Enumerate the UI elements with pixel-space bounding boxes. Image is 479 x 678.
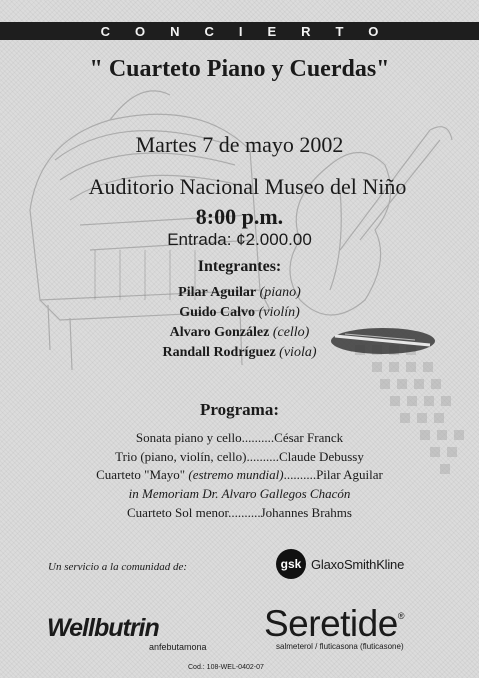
member-alvaro-gonzalez <box>0 325 479 341</box>
wellbutrin-part-a: Well <box>47 614 94 642</box>
member-name: Pilar Aguilar <box>178 285 257 300</box>
seretide-subtitle: salmeterol / fluticasona (fluticasone) <box>276 642 404 651</box>
dedication-text: in Memoriam Dr. Alvaro Gallegos Chacón <box>128 486 351 501</box>
gsk-logo <box>276 549 404 579</box>
concert-title: " Cuarteto Piano y Cuerdas" <box>89 56 390 82</box>
service-text: Un servicio a la comunidad de: <box>48 561 187 573</box>
program-note: (estremo mundial) <box>188 467 284 482</box>
program-composer: Pilar Aguilar <box>316 467 383 482</box>
program-item <box>0 467 479 483</box>
program-composer: César Franck <box>274 430 344 445</box>
registered-mark: ® <box>397 611 404 621</box>
program-item <box>0 449 479 465</box>
members-heading: Integrantes: <box>197 258 282 275</box>
seretide-name: Seretide <box>264 603 398 644</box>
member-instrument: (violín) <box>258 305 300 320</box>
concert-time: 8:00 p.m. <box>195 204 284 229</box>
member-guido-calvo <box>0 305 479 321</box>
program-item <box>0 430 479 446</box>
member-instrument: (cello) <box>272 325 310 340</box>
concert-banner: CONCIERTO <box>0 22 479 40</box>
member-randall-rodriguez <box>0 345 479 361</box>
member-instrument: (viola) <box>279 345 317 360</box>
program-heading: Programa: <box>200 400 279 419</box>
program-dedication <box>0 486 479 502</box>
program-dots: .......... <box>283 467 317 482</box>
program-item <box>0 505 479 521</box>
program-composer: Johannes Brahms <box>260 505 352 520</box>
concert-date: Martes 7 de mayo 2002 <box>135 132 344 157</box>
program-work: Cuarteto Sol menor.......... <box>127 505 261 520</box>
member-name: Guido Calvo <box>179 305 256 320</box>
gsk-name: GlaxoSmithKline <box>311 556 405 572</box>
member-instrument: (piano) <box>259 285 301 300</box>
program-composer: Claude Debussy <box>278 449 364 464</box>
wellbutrin-logo <box>47 614 159 643</box>
program-work: Trio (piano, violín, cello).......... <box>115 449 279 464</box>
wellbutrin-subtitle: anfebutamona <box>149 642 207 652</box>
entry-price: Entrada: ¢2.000.00 <box>167 230 312 249</box>
member-pilar-aguilar <box>0 285 479 301</box>
seretide-logo <box>264 603 404 645</box>
member-name: Randall Rodríguez <box>162 345 276 360</box>
document-code: Cod.: 108-WEL-0402-07 <box>188 664 264 671</box>
program-work: Cuarteto "Mayo" <box>96 467 189 482</box>
gsk-mark-icon: gsk <box>276 549 306 579</box>
program-work: Sonata piano y cello.......... <box>135 430 275 445</box>
wellbutrin-part-b: butrin <box>93 614 159 642</box>
concert-venue: Auditorio Nacional Museo del Niño <box>88 174 407 199</box>
member-name: Alvaro González <box>169 325 270 340</box>
